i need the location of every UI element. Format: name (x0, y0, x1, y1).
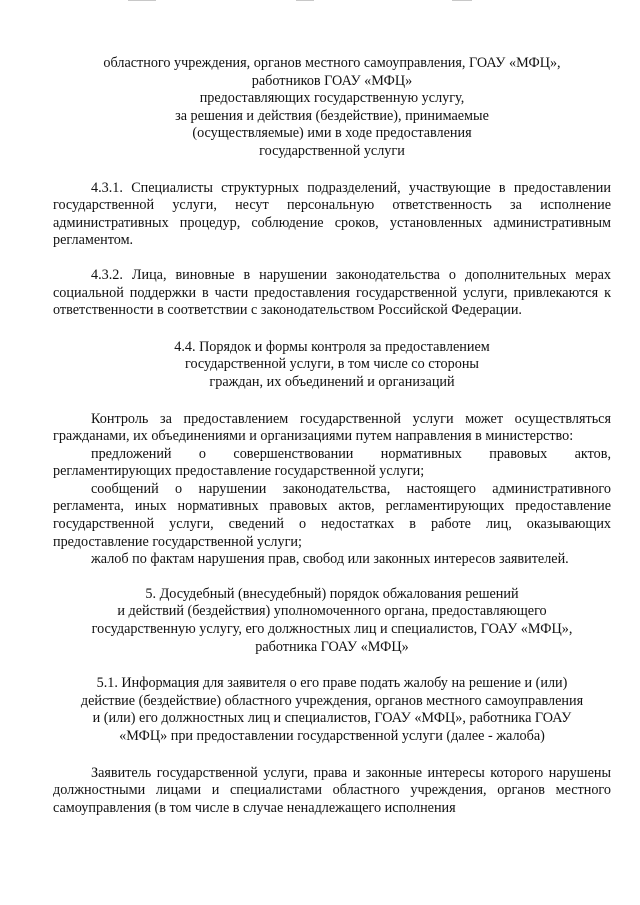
top-edge-marks (0, 0, 640, 4)
document-page (53, 55, 611, 817)
paragraph-applicant: Заявитель государственной услуги, права и законные интересы которого нарушены должностными лицами и специалистами областного учреждения, органов местного самоуправления (в том числе в случае ненадлежащего исполнения (53, 764, 611, 816)
list-item: сообщений о нарушении законодательства, настоящего административного регламента, иных нормативных правовых актов, регламентирующих предоставление государственной услуги, сведений о недостатках в работе лиц, оказывающих предоставление государственной услуги; (53, 480, 611, 550)
paragraph-4-3-1: 4.3.1. Специалисты структурных подразделений, участвующие в предоставлении государственной услуги, несут персональную ответственность за исполнение административных процедур, соблюдение сроков, установленных административным регламентом. (53, 179, 611, 249)
heading-5: 5. Досудебный (внесудебный) порядок обжалования решений и действий (бездействия) уполномоченного органа, предоставляющего государственную услугу, его должностных лиц и специалистов, ГОАУ «МФЦ», работника ГОАУ «МФЦ» (91, 585, 573, 655)
paragraph-4-3-2: 4.3.2. Лица, виновные в нарушении законодательства о дополнительных мерах социальной поддержки в части предоставления государственной услуги, привлекаются к ответственности в соответствии с законодательством Российской Федерации. (53, 266, 611, 319)
heading-5-1: 5.1. Информация для заявителя о его праве подать жалобу на решение и (или) действие (бездействие) областного учреждения, органов местного самоуправления и (или) его должностных лиц и специалистов, ГОАУ «МФЦ», работника ГОАУ «МФЦ» при предоставлении государственной услуги (далее - жалоба) (80, 675, 584, 744)
heading-4-4: 4.4. Порядок и формы контроля за предоставлением государственной услуги, в том числе со стороны граждан, их объединений и организаций (174, 338, 490, 390)
paragraph-control: Контроль за предоставлением государственной услуги может осуществляться гражданами, их объединениями и организациями путем направления в министерство: (53, 410, 611, 445)
list-item: жалоб по фактам нарушения прав, свобод или законных интересов заявителей. (91, 551, 569, 568)
list-item: предложений о совершенствовании нормативных правовых актов, регламентирующих предоставление государственной услуги; (53, 445, 611, 480)
heading-4-3: областного учреждения, органов местного самоуправления, ГОАУ «МФЦ», работников ГОАУ «МФЦ» предоставляющих государственную услугу, за решения и действия (бездействие), принимаемые (осуществляемые) ими в ходе предоставления государственной услуги (103, 55, 561, 159)
